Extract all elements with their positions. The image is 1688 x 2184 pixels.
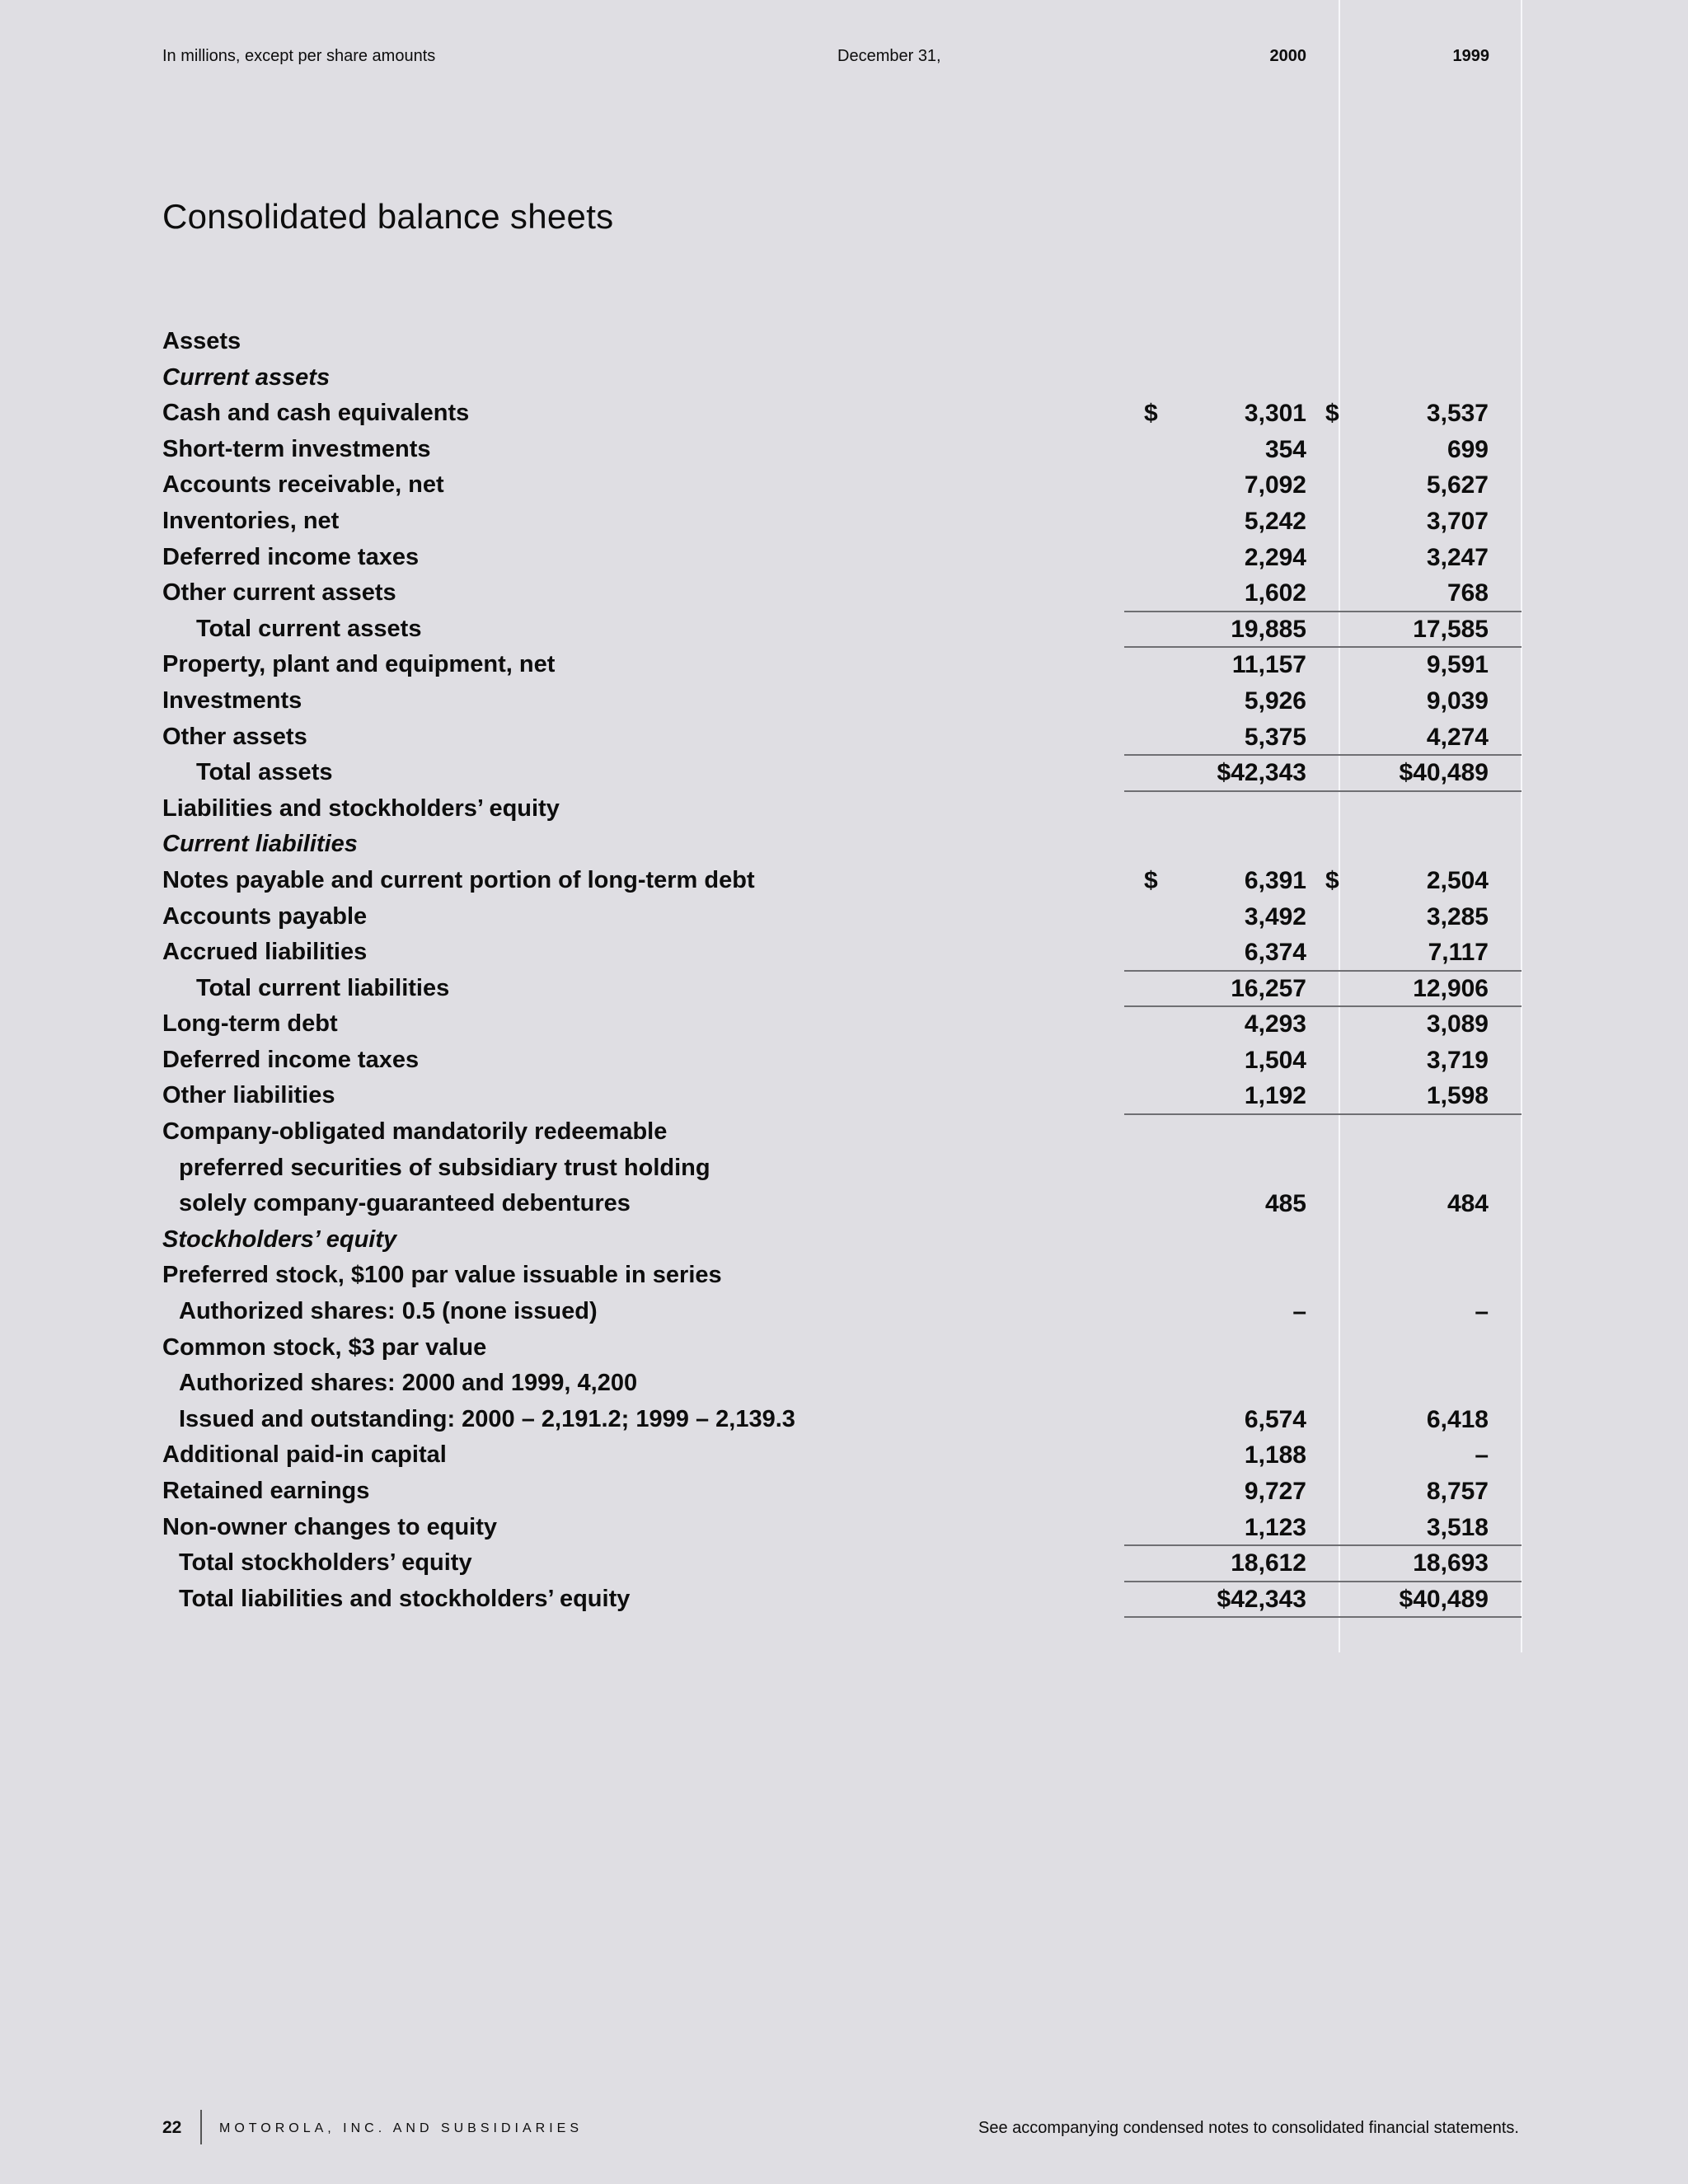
row-label: Long-term debt xyxy=(162,1010,338,1038)
row-label: Notes payable and current portion of long-term debt xyxy=(162,866,755,893)
value-2000 xyxy=(1203,719,1306,756)
row-label: Accounts payable xyxy=(162,902,368,930)
column-header-1999: 1999 xyxy=(1452,47,1489,65)
currency-symbol: $ xyxy=(1144,866,1158,894)
table-row xyxy=(0,899,1688,935)
row-label: Deferred income taxes xyxy=(162,1046,420,1073)
row-label: Preferred stock, $100 par value issuable in series xyxy=(162,1262,722,1289)
value-1999 xyxy=(1386,1294,1489,1330)
row-label: solely company-guaranteed debentures xyxy=(179,1190,631,1217)
value-1999 xyxy=(1386,935,1489,971)
row-label: Total stockholders’ equity xyxy=(179,1549,472,1577)
value-number: 17,585 xyxy=(1413,615,1489,643)
value-1999 xyxy=(1386,1510,1489,1546)
value-2000 xyxy=(1203,1582,1306,1618)
value-number: 3,492 xyxy=(1244,902,1306,930)
table-row xyxy=(0,719,1688,756)
value-1999 xyxy=(1325,863,1489,899)
value-number: – xyxy=(1475,1441,1489,1469)
row-label: Total assets xyxy=(196,759,333,786)
value-2000 xyxy=(1203,935,1306,971)
row-label: Other current assets xyxy=(162,579,396,607)
currency-symbol: $ xyxy=(1144,400,1158,428)
value-number: – xyxy=(1475,1298,1489,1326)
table-row xyxy=(0,432,1688,468)
value-number: 1,602 xyxy=(1244,579,1306,607)
value-2000 xyxy=(1203,1545,1306,1582)
value-number: 3,285 xyxy=(1426,902,1489,930)
value-2000 xyxy=(1203,540,1306,576)
value-2000 xyxy=(1203,575,1306,612)
row-label: Company-obligated mandatorily redeemable xyxy=(162,1118,668,1146)
row-label: Other liabilities xyxy=(162,1082,335,1109)
value-number: 7,092 xyxy=(1244,471,1306,499)
value-number: 6,391 xyxy=(1244,866,1306,894)
value-1999 xyxy=(1386,612,1489,648)
table-row xyxy=(0,827,1688,863)
value-1999 xyxy=(1386,575,1489,612)
currency-symbol: $ xyxy=(1325,866,1339,894)
value-1999 xyxy=(1386,1402,1489,1438)
value-number: 4,274 xyxy=(1426,723,1489,751)
row-label: Issued and outstanding: 2000 – 2,191.2; 1999 – 2,139.3 xyxy=(179,1405,795,1432)
row-label: Retained earnings xyxy=(162,1478,370,1504)
table-row xyxy=(0,1510,1688,1546)
value-number: 3,518 xyxy=(1426,1513,1489,1541)
table-row xyxy=(0,575,1688,612)
value-number: 12,906 xyxy=(1413,974,1489,1002)
value-1999 xyxy=(1386,504,1489,540)
value-2000 xyxy=(1203,683,1306,719)
value-1999 xyxy=(1386,683,1489,719)
row-label: Investments xyxy=(162,687,302,714)
row-label: Total liabilities and stockholders’ equity xyxy=(179,1585,631,1612)
value-2000 xyxy=(1203,647,1306,683)
value-number: 8,757 xyxy=(1426,1478,1489,1505)
value-number: 699 xyxy=(1447,435,1489,463)
table-row xyxy=(0,1006,1688,1043)
value-number: 1,188 xyxy=(1244,1441,1306,1469)
row-label: Property, plant and equipment, net xyxy=(162,651,556,678)
value-number: 18,612 xyxy=(1231,1549,1306,1577)
table-row xyxy=(0,1366,1688,1402)
value-1999 xyxy=(1325,396,1489,432)
row-label: Liabilities and stockholders’ equity xyxy=(162,794,560,822)
table-row xyxy=(0,1402,1688,1438)
value-number: 5,242 xyxy=(1244,507,1306,535)
value-number: 3,301 xyxy=(1244,400,1306,428)
value-1999 xyxy=(1386,1545,1489,1582)
value-number: 1,504 xyxy=(1244,1046,1306,1074)
section-label: Current liabilities xyxy=(162,831,358,858)
section-label: Current assets xyxy=(162,363,331,391)
table-row-total xyxy=(0,1545,1688,1582)
table-row xyxy=(0,504,1688,540)
value-2000 xyxy=(1203,467,1306,504)
value-2000 xyxy=(1144,863,1306,899)
section-label: Stockholders’ equity xyxy=(162,1226,397,1253)
value-number: 4,293 xyxy=(1244,1010,1306,1038)
table-row xyxy=(0,1437,1688,1474)
row-label: Accounts receivable, net xyxy=(162,471,444,499)
value-2000 xyxy=(1203,1006,1306,1043)
value-number: 9,591 xyxy=(1426,651,1489,679)
value-number: 5,926 xyxy=(1244,687,1306,715)
value-number: $42,343 xyxy=(1217,1585,1306,1613)
row-label: Authorized shares: 2000 and 1999, 4,200 xyxy=(179,1370,638,1397)
page-title: Consolidated balance sheets xyxy=(162,197,614,237)
table-row xyxy=(0,1186,1688,1222)
units-note: In millions, except per share amounts xyxy=(162,47,436,65)
row-label: Short-term investments xyxy=(162,435,431,462)
value-number: 768 xyxy=(1447,579,1489,607)
table-row xyxy=(0,1258,1688,1294)
table-row-total xyxy=(0,755,1688,791)
value-number: $42,343 xyxy=(1217,759,1306,787)
value-number: 6,418 xyxy=(1426,1405,1489,1433)
value-2000 xyxy=(1203,971,1306,1007)
row-label: Authorized shares: 0.5 (none issued) xyxy=(179,1298,598,1325)
table-row xyxy=(0,540,1688,576)
table-row xyxy=(0,683,1688,719)
footer-note: See accompanying condensed notes to consolidated financial statements. xyxy=(978,2119,1519,2137)
value-number: 3,537 xyxy=(1426,400,1489,428)
balance-sheet-table xyxy=(0,324,1688,1617)
table-row xyxy=(0,647,1688,683)
value-number: 1,192 xyxy=(1244,1082,1306,1110)
value-1999 xyxy=(1386,899,1489,935)
table-row xyxy=(0,467,1688,504)
value-number: 9,727 xyxy=(1244,1478,1306,1505)
value-number: 6,574 xyxy=(1244,1405,1306,1433)
value-1999 xyxy=(1386,1006,1489,1043)
value-1999 xyxy=(1386,719,1489,756)
row-label: Accrued liabilities xyxy=(162,939,368,966)
table-row xyxy=(0,396,1688,432)
value-number: 2,294 xyxy=(1244,543,1306,571)
row-label: Assets xyxy=(162,328,241,354)
value-2000 xyxy=(1203,1510,1306,1546)
table-row xyxy=(0,1294,1688,1330)
table-row xyxy=(0,863,1688,899)
value-2000 xyxy=(1203,1043,1306,1079)
value-2000 xyxy=(1144,396,1306,432)
table-row xyxy=(0,1114,1688,1151)
table-row-total xyxy=(0,1582,1688,1618)
row-label: preferred securities of subsidiary trust holding xyxy=(179,1154,710,1181)
table-row xyxy=(0,1330,1688,1366)
table-row xyxy=(0,935,1688,971)
value-number: $40,489 xyxy=(1399,1585,1489,1613)
table-row xyxy=(0,1474,1688,1510)
date-label: December 31, xyxy=(837,47,941,65)
table-row xyxy=(0,1043,1688,1079)
row-label: Deferred income taxes xyxy=(162,543,420,570)
table-row xyxy=(0,360,1688,396)
value-number: 3,719 xyxy=(1426,1046,1489,1074)
value-number: 2,504 xyxy=(1426,866,1489,894)
table-row-total xyxy=(0,612,1688,648)
table-row xyxy=(0,324,1688,360)
page-number: 22 xyxy=(162,2118,182,2137)
currency-symbol: $ xyxy=(1325,400,1339,428)
row-label: Common stock, $3 par value xyxy=(162,1333,487,1361)
value-2000 xyxy=(1203,612,1306,648)
value-number: 7,117 xyxy=(1428,939,1489,967)
value-1999 xyxy=(1386,1474,1489,1510)
value-1999 xyxy=(1386,540,1489,576)
value-number: 18,693 xyxy=(1413,1549,1489,1577)
value-2000 xyxy=(1203,1078,1306,1114)
table-row xyxy=(0,1222,1688,1258)
value-1999 xyxy=(1386,755,1489,791)
value-1999 xyxy=(1386,467,1489,504)
value-number: 9,039 xyxy=(1426,687,1489,715)
value-number: 19,885 xyxy=(1231,615,1306,643)
value-number: 485 xyxy=(1264,1190,1306,1218)
row-label: Inventories, net xyxy=(162,507,340,534)
table-row xyxy=(0,1151,1688,1187)
value-1999 xyxy=(1386,647,1489,683)
table-row xyxy=(0,1078,1688,1114)
value-2000 xyxy=(1203,504,1306,540)
table-row xyxy=(0,791,1688,827)
value-1999 xyxy=(1386,1078,1489,1114)
company-name: MOTOROLA, INC. AND SUBSIDIARIES xyxy=(219,2121,583,2135)
value-1999 xyxy=(1386,1186,1489,1222)
value-number: 484 xyxy=(1447,1190,1489,1218)
value-number: 16,257 xyxy=(1231,974,1306,1002)
value-1999 xyxy=(1386,1437,1489,1474)
table-row-total xyxy=(0,971,1688,1007)
row-label: Additional paid-in capital xyxy=(162,1441,447,1469)
value-number: 1,598 xyxy=(1426,1082,1489,1110)
value-number: 3,707 xyxy=(1426,507,1489,535)
value-1999 xyxy=(1386,432,1489,468)
value-2000 xyxy=(1203,755,1306,791)
value-number: 5,375 xyxy=(1244,723,1306,751)
column-header-2000: 2000 xyxy=(1269,47,1306,65)
row-label: Non-owner changes to equity xyxy=(162,1513,498,1540)
value-number: 3,247 xyxy=(1426,543,1489,571)
value-1999 xyxy=(1386,1043,1489,1079)
value-number: $40,489 xyxy=(1399,759,1489,787)
value-1999 xyxy=(1386,1582,1489,1618)
row-label: Total current liabilities xyxy=(196,974,450,1001)
value-2000 xyxy=(1203,899,1306,935)
value-number: 11,157 xyxy=(1231,651,1306,679)
value-number: 3,089 xyxy=(1426,1010,1489,1038)
value-2000 xyxy=(1203,432,1306,468)
value-number: 1,123 xyxy=(1244,1513,1306,1541)
row-label: Other assets xyxy=(162,723,307,750)
value-2000 xyxy=(1203,1186,1306,1222)
row-label: Total current assets xyxy=(196,615,422,642)
footer-divider xyxy=(200,2110,202,2144)
value-2000 xyxy=(1203,1437,1306,1474)
value-number: 5,627 xyxy=(1426,471,1489,499)
value-number: 354 xyxy=(1264,435,1306,463)
value-1999 xyxy=(1386,971,1489,1007)
value-2000 xyxy=(1203,1474,1306,1510)
value-number: – xyxy=(1292,1298,1306,1326)
row-label: Cash and cash equivalents xyxy=(162,400,470,427)
value-number: 6,374 xyxy=(1244,939,1306,967)
value-2000 xyxy=(1203,1294,1306,1330)
value-2000 xyxy=(1203,1402,1306,1438)
